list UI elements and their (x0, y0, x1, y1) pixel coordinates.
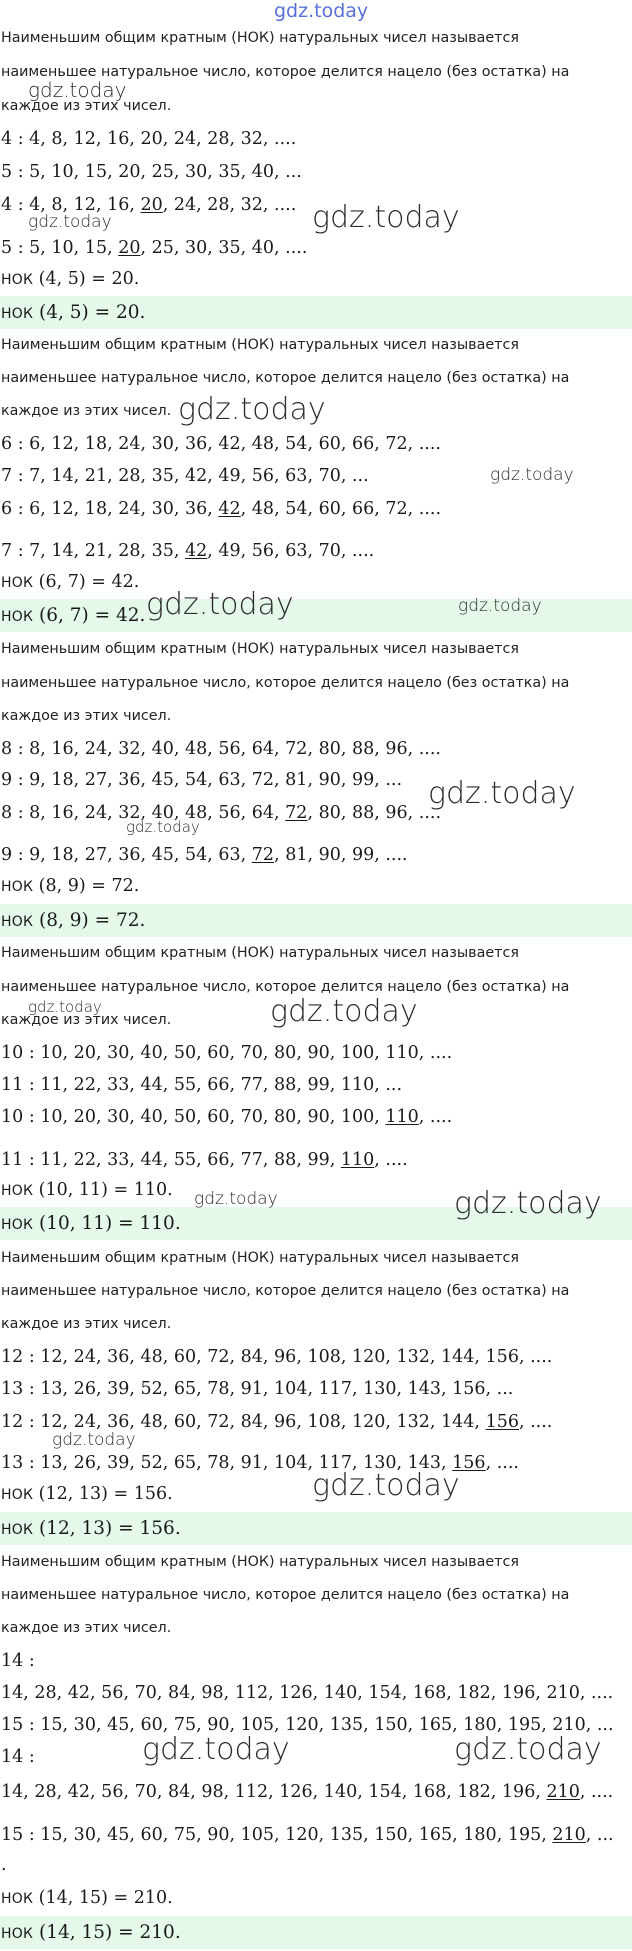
multiples-list-marked: 13 : 13, 26, 39, 52, 65, 78, 91, 104, 117, 130, 143, 156, .... (1, 1453, 519, 1473)
watermark: gdz.today (454, 1732, 602, 1767)
watermark: gdz.today (454, 1186, 602, 1221)
multiples-list-marked: 6 : 6, 12, 18, 24, 30, 36, 42, 48, 54, 60, 66, 72, .... (1, 499, 442, 519)
multiples-list-marked: 8 : 8, 16, 24, 32, 40, 48, 56, 64, 72, 80, 88, 96, .... (1, 803, 442, 823)
watermark: gdz.today (428, 776, 576, 811)
multiples-list: 14, 28, 42, 56, 70, 84, 98, 112, 126, 140, 154, 168, 182, 196, 210, .... (1, 1683, 614, 1703)
lcm-result: НОК (4, 5) = 20. (1, 269, 140, 289)
lcm-result: НОК (12, 13) = 156. (1, 1484, 173, 1504)
watermark: gdz.today (28, 78, 127, 102)
definition-line-3: каждое из этих чисел. (1, 708, 172, 724)
watermark: gdz.today (126, 818, 200, 836)
common-multiple: 110 (340, 1150, 375, 1170)
lcm-answer: НОК (8, 9) = 72. (1, 910, 146, 931)
lcm-answer: НОК (4, 5) = 20. (1, 302, 146, 323)
definition-line-1: Наименьшим общим кратным (НОК) натуральных чисел называется (1, 30, 519, 46)
watermark: gdz.today (312, 1468, 460, 1503)
multiples-list: 9 : 9, 18, 27, 36, 45, 54, 63, 72, 81, 90, 99, ... (1, 770, 403, 790)
watermark: gdz.today (194, 1189, 278, 1209)
multiples-list-marked: 10 : 10, 20, 30, 40, 50, 60, 70, 80, 90, 100, 110, .... (1, 1107, 453, 1127)
multiples-list: 12 : 12, 24, 36, 48, 60, 72, 84, 96, 108, 120, 132, 144, 156, .... (1, 1347, 553, 1367)
multiples-list: 5 : 5, 10, 15, 20, 25, 30, 35, 40, ... (1, 162, 302, 182)
lcm-result: НОК (6, 7) = 42. (1, 572, 140, 592)
watermark: gdz.today (490, 465, 574, 485)
watermark: gdz.today (28, 998, 102, 1016)
common-multiple: 210 (546, 1782, 580, 1802)
multiples-list: 10 : 10, 20, 30, 40, 50, 60, 70, 80, 90, 100, 110, .... (1, 1043, 453, 1063)
definition-line-2: наименьшее натуральное число, которое делится нацело (без остатка) на (1, 979, 570, 995)
definition-line-2: наименьшее натуральное число, которое делится нацело (без остатка) на (1, 1283, 570, 1299)
lcm-answer: НОК (12, 13) = 156. (1, 1518, 181, 1539)
watermark: gdz.today (458, 596, 542, 616)
common-multiple: 72 (251, 845, 275, 865)
multiples-list-marked: 14, 28, 42, 56, 70, 84, 98, 112, 126, 140, 154, 168, 182, 196, 210, .... (1, 1782, 614, 1802)
common-multiple: 72 (285, 803, 308, 823)
common-multiple: 156 (485, 1412, 519, 1432)
lcm-answer: НОК (14, 15) = 210. (1, 1922, 181, 1943)
multiples-list: 15 : 15, 30, 45, 60, 75, 90, 105, 120, 135, 150, 165, 180, 195, 210, ... (1, 1715, 614, 1735)
definition-line-3: каждое из этих чисел. (1, 1012, 172, 1028)
multiples-list-marked: 11 : 11, 22, 33, 44, 55, 66, 77, 88, 99, 110, .... (1, 1150, 408, 1170)
watermark: gdz.today (52, 1430, 136, 1450)
multiples-label: 14 : (1, 1747, 35, 1767)
definition-line-1: Наименьшим общим кратным (НОК) натуральных чисел называется (1, 945, 519, 961)
multiples-list-marked: 4 : 4, 8, 12, 16, 20, 24, 28, 32, .... (1, 195, 297, 215)
lcm-answer: НОК (10, 11) = 110. (1, 1213, 181, 1234)
multiples-list: 8 : 8, 16, 24, 32, 40, 48, 56, 64, 72, 80, 88, 96, .... (1, 739, 441, 759)
common-multiple: 20 (118, 238, 141, 258)
definition-line-2: наименьшее натуральное число, которое делится нацело (без остатка) на (1, 370, 570, 386)
multiples-list-marked: 7 : 7, 14, 21, 28, 35, 42, 49, 56, 63, 70, .... (1, 541, 375, 561)
common-multiple: 210 (552, 1825, 586, 1845)
definition-line-1: Наименьшим общим кратным (НОК) натуральных чисел называется (1, 641, 519, 657)
common-multiple: 110 (385, 1107, 419, 1127)
watermark: gdz.today (270, 994, 418, 1029)
multiples-list: 7 : 7, 14, 21, 28, 35, 42, 49, 56, 63, 70, ... (1, 466, 369, 486)
definition-line-3: каждое из этих чисел. (1, 403, 172, 419)
multiples-list-marked: 15 : 15, 30, 45, 60, 75, 90, 105, 120, 135, 150, 165, 180, 195, 210, ... (1, 1825, 614, 1845)
lcm-result: НОК (14, 15) = 210. (1, 1888, 173, 1908)
multiples-list-marked: 9 : 9, 18, 27, 36, 45, 54, 63, 72, 81, 90, 99, .... (1, 845, 408, 865)
definition-line-1: Наименьшим общим кратным (НОК) натуральных чисел называется (1, 1250, 519, 1266)
common-multiple: 20 (140, 195, 163, 215)
lcm-answer: НОК (6, 7) = 42. (1, 605, 146, 626)
common-multiple: 156 (452, 1453, 486, 1473)
site-logo[interactable]: gdz.today (274, 0, 369, 22)
common-multiple: 42 (185, 541, 208, 561)
definition-line-3: каждое из этих чисел. (1, 1316, 172, 1332)
common-multiple: 42 (218, 499, 241, 519)
watermark: gdz.today (142, 1732, 290, 1767)
multiples-list: 13 : 13, 26, 39, 52, 65, 78, 91, 104, 117, 130, 143, 156, ... (1, 1379, 514, 1399)
multiples-list-marked: 12 : 12, 24, 36, 48, 60, 72, 84, 96, 108, 120, 132, 144, 156, .... (1, 1412, 553, 1432)
watermark: gdz.today (28, 212, 112, 232)
definition-line-2: наименьшее натуральное число, которое делится нацело (без остатка) на (1, 1587, 570, 1603)
watermark: gdz.today (312, 200, 460, 235)
multiples-list-marked: 5 : 5, 10, 15, 20, 25, 30, 35, 40, .... (1, 238, 308, 258)
multiples-list: 6 : 6, 12, 18, 24, 30, 36, 42, 48, 54, 60, 66, 72, .... (1, 434, 441, 454)
lcm-result: НОК (8, 9) = 72. (1, 876, 140, 896)
stray-dot: . (1, 1855, 7, 1875)
definition-line-2: наименьшее натуральное число, которое делится нацело (без остатка) на (1, 64, 570, 80)
definition-line-1: Наименьшим общим кратным (НОК) натуральных чисел называется (1, 337, 519, 353)
definition-line-3: каждое из этих чисел. (1, 98, 172, 114)
definition-line-1: Наименьшим общим кратным (НОК) натуральных чисел называется (1, 1554, 519, 1570)
watermark: gdz.today (146, 587, 294, 622)
multiples-label: 14 : (1, 1651, 35, 1671)
multiples-list: 4 : 4, 8, 12, 16, 20, 24, 28, 32, .... (1, 129, 297, 149)
definition-line-3: каждое из этих чисел. (1, 1620, 172, 1636)
multiples-list: 11 : 11, 22, 33, 44, 55, 66, 77, 88, 99, 110, ... (1, 1075, 403, 1095)
lcm-result: НОК (10, 11) = 110. (1, 1180, 173, 1200)
definition-line-2: наименьшее натуральное число, которое делится нацело (без остатка) на (1, 675, 570, 691)
watermark: gdz.today (178, 392, 326, 427)
